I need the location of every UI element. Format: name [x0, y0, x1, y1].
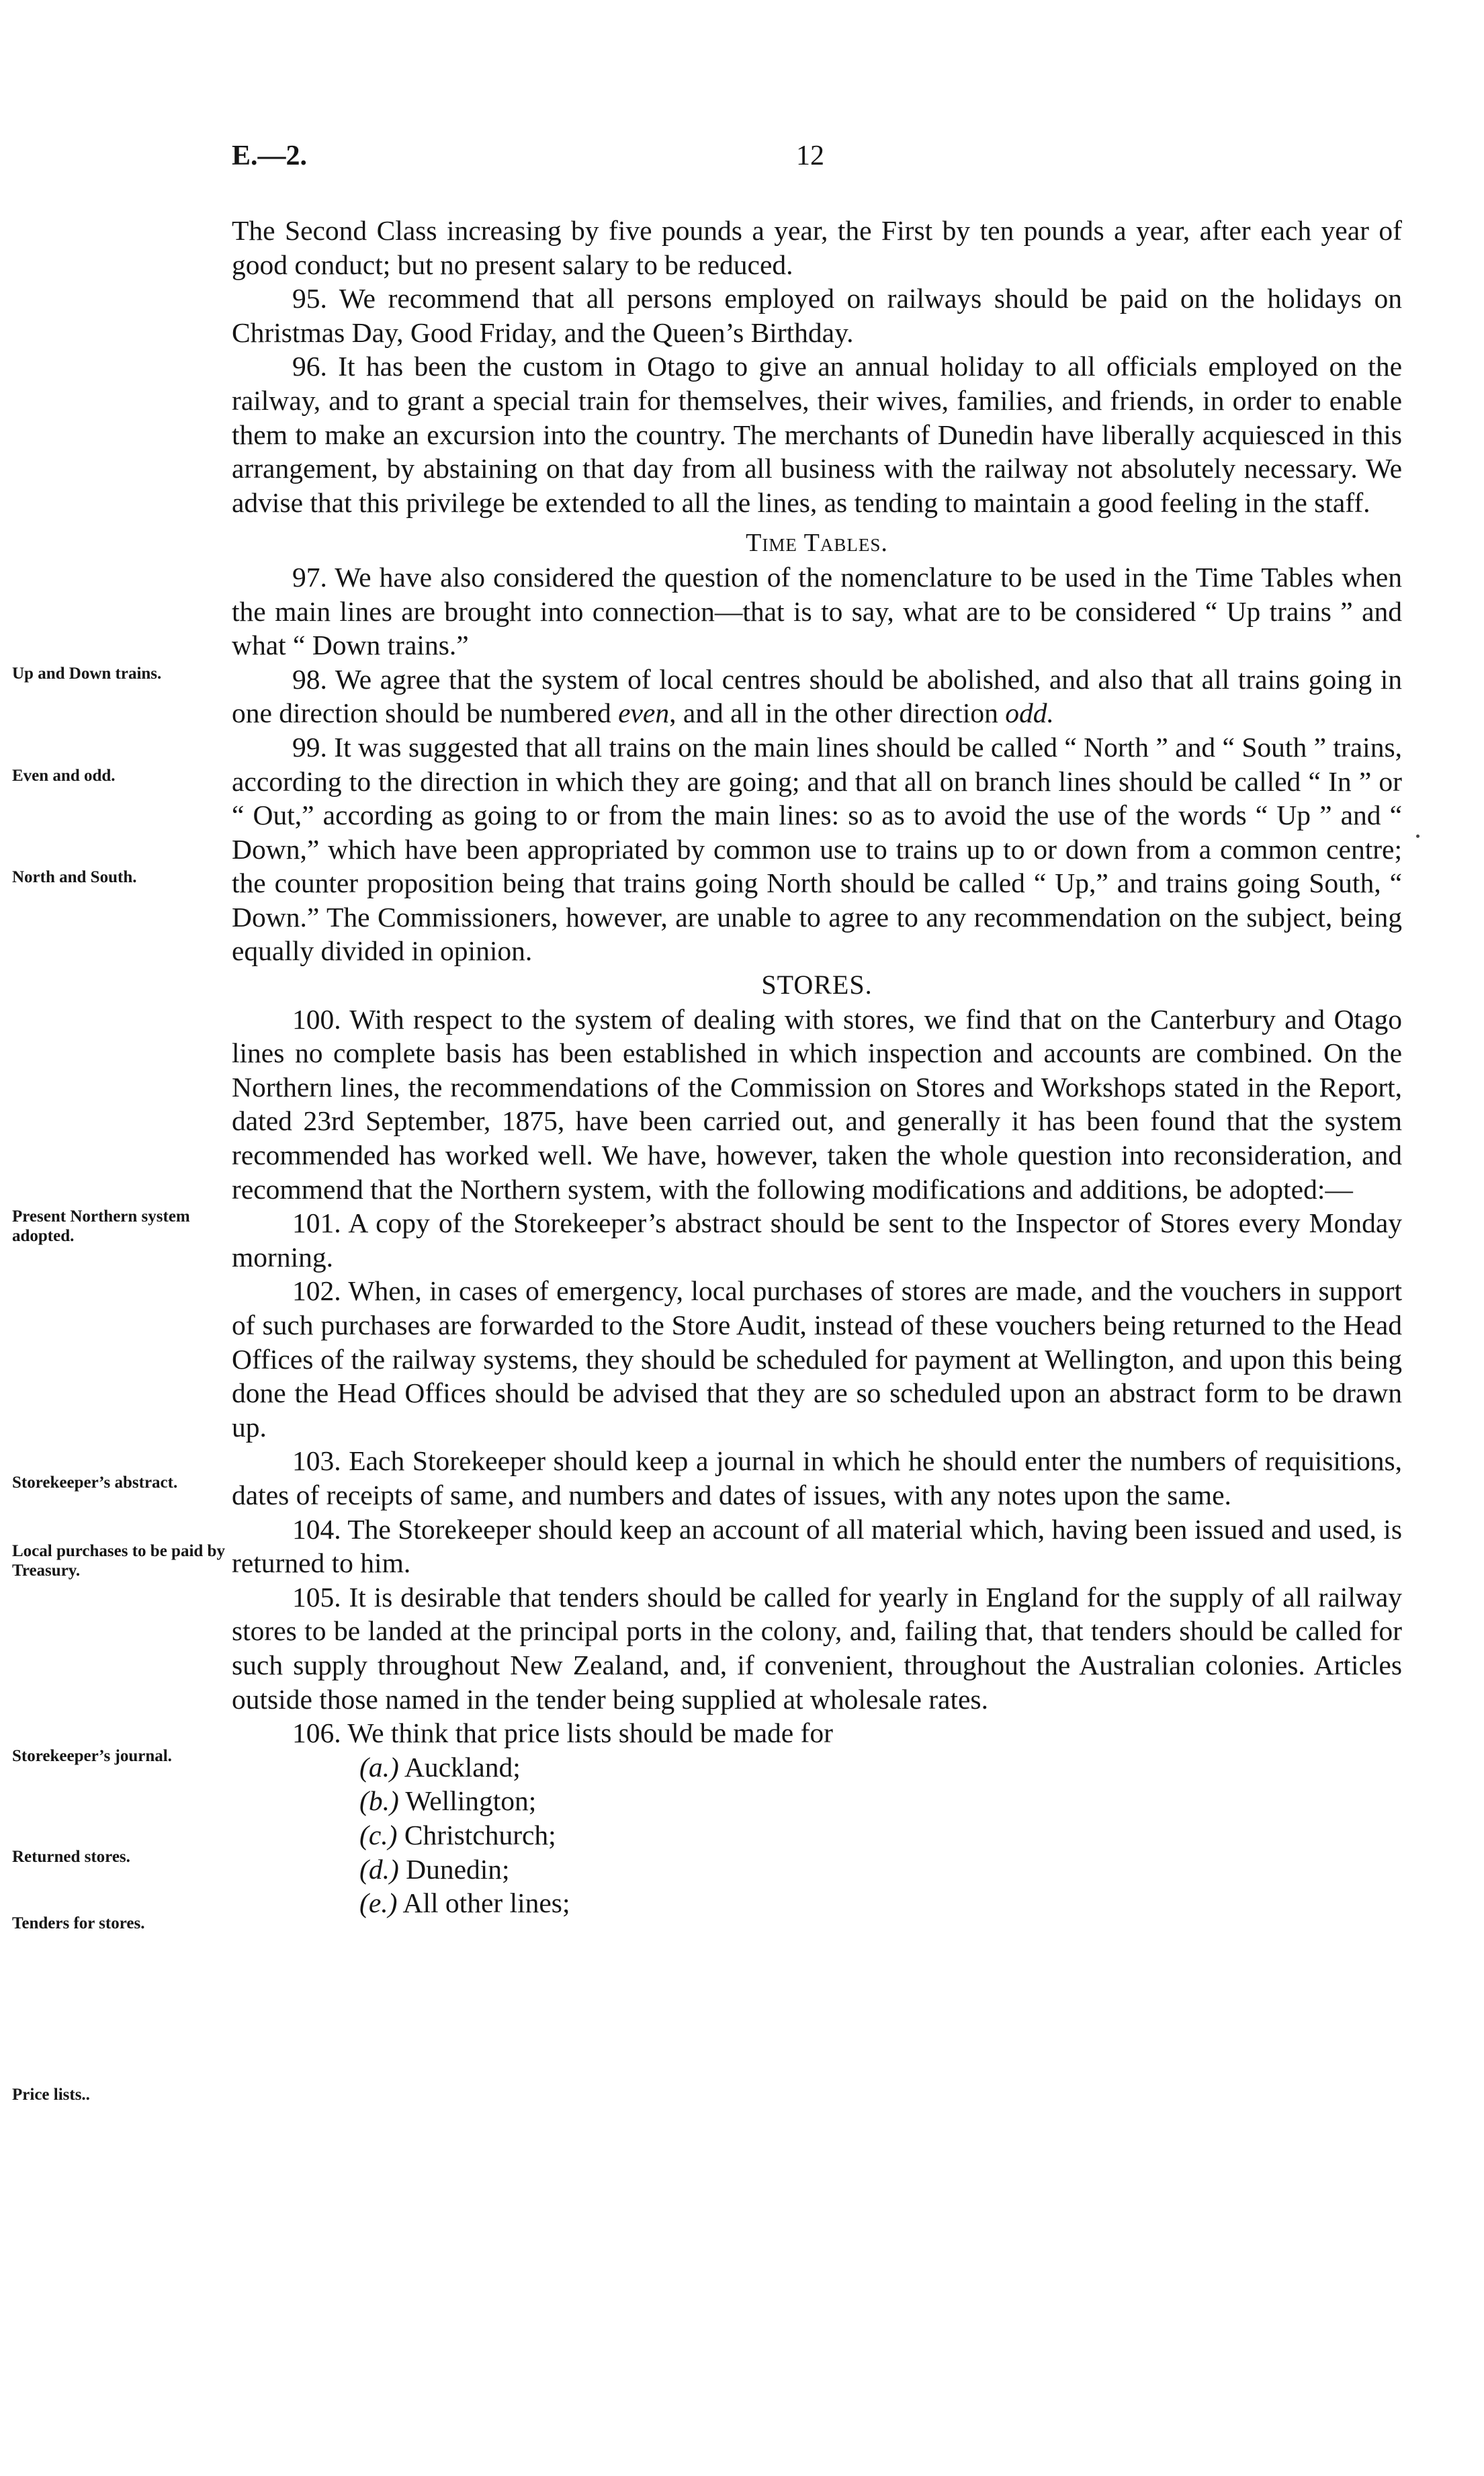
- margin-note-up-down-trains: Up and Down trains.: [12, 665, 162, 683]
- list-item-label: (d.): [359, 1853, 399, 1885]
- paragraph-104: 104. The Storekeeper should keep an account of all material which, having been issued and used, is returned to him.: [232, 1513, 1402, 1579]
- margin-note-north-south: North and South.: [12, 868, 137, 886]
- section-heading-stores: STORES.: [761, 970, 873, 1000]
- page-reference: E.—2.: [232, 140, 308, 171]
- paragraph-100: 100. With respect to the system of dealing with stores, we find that on the Canterbury and Otago lines no complete basis has been established in which inspection and accounts are combined. On the Northern lines, the recommendations of the Commission on Stores and Workshops stated in the Report, dated 23rd September, 1875, have been carried out, and generally it has been found that the system recommended has worked well. We have, however, taken the whole question into reconsideration, and recommend that the Northern system, with the following modifications and additions, be adopted:—: [232, 1003, 1402, 1205]
- margin-note-returned-stores: Returned stores.: [12, 1848, 130, 1866]
- page-header: [232, 140, 1407, 183]
- paragraph-105: 105. It is desirable that tenders should be called for yearly in England for the supply of all railway stores to be landed at the principal ports in the colony, and, failing that, that tenders should be called for such supply throughout New Zealand, and, if convenient, throughout the Australian colonies. Articles outside those named in the tender being supplied at wholesale rates.: [232, 1581, 1402, 1715]
- list-item-label: (e.): [359, 1887, 398, 1919]
- paragraph-continuation: The Second Class increasing by five pounds a year, the First by ten pounds a year, after each year of good conduct; but no present salary to be reduced.: [232, 215, 1402, 280]
- margin-note-storekeeper-abstract: Storekeeper’s abstract.: [12, 1474, 178, 1492]
- list-item-text: Wellington;: [405, 1785, 537, 1817]
- margin-note-northern-system: Present Northern system adopted.: [12, 1207, 190, 1245]
- list-item-text: Christchurch;: [404, 1819, 556, 1850]
- paragraph-98: [232, 663, 1402, 730]
- paragraph-98-text: 98. We agree that the system of local centres should be abolished, and also that all trains going in one direction should be numbered: [232, 663, 1402, 729]
- paragraph-98-odd: odd.: [1005, 697, 1054, 729]
- paragraph-96: 96. It has been the custom in Otago to give an annual holiday to all officials employed on the railway, and to grant a special train for themselves, their wives, families, and friends, in order to enable them to make an excursion into the country. The merchants of Dunedin have liberally acquiesced in this arrangement, by abstaining on that day from all business with the railway not absolutely necessary. We advise that this privilege be extended to all the lines, as tending to maintain a good feeling in the staff.: [232, 351, 1402, 518]
- list-item: [359, 1886, 1402, 1920]
- paragraph-99: 99. It was suggested that all trains on the main lines should be called “ North ” and “ South ” trains, according to the direction in which they are going; and that all on branch lines should be called “ In ” or “ Out,” according as going to or from the main lines: so as to avoid the use of the words “ Up ” and “ Down,” which have been appropriated by common use to trains up to or down from a common centre; the counter proposition being that trains going North should be called “ Up,” and trains going South, “ Down.” The Commissioners, however, are unable to agree to any recommendation on the subject, being equally divided in opinion.: [232, 731, 1402, 967]
- paragraph-101: 101. A copy of the Storekeeper’s abstract should be sent to the Inspector of Stores every Monday morning.: [232, 1207, 1402, 1273]
- list-item-label: (a.): [359, 1751, 399, 1783]
- paragraph-103: 103. Each Storekeeper should keep a journal in which he should enter the numbers of requisitions, dates of receipts of same, and numbers and dates of issues, with any notes upon the same.: [232, 1445, 1402, 1510]
- margin-note-price-lists: Price lists..: [12, 2086, 90, 2104]
- paragraph-98-even: even: [618, 697, 670, 729]
- page-number: 12: [796, 140, 824, 171]
- list-item-label: (c.): [359, 1819, 398, 1850]
- paragraph-95: 95. We recommend that all persons employed on railways should be paid on the holidays on Christmas Day, Good Friday, and the Queen’s Birthday.: [232, 283, 1402, 348]
- price-list: [232, 1750, 1402, 1920]
- margin-note-tenders: Tenders for stores.: [12, 1914, 145, 1932]
- print-speck: [1416, 835, 1420, 838]
- margin-note-storekeeper-journal: Storekeeper’s journal.: [12, 1747, 172, 1765]
- list-item: [359, 1750, 1402, 1785]
- margin-note-local-purchases: Local purchases to be paid by Treasury.: [12, 1542, 225, 1580]
- body-text: [232, 214, 1402, 1920]
- section-heading-time-tables: Time Tables.: [746, 529, 888, 558]
- list-item: [359, 1818, 1402, 1852]
- list-item-text: Auckland;: [404, 1751, 521, 1783]
- paragraph-97: 97. We have also considered the question of the nomenclature to be used in the Time Tables when the main lines are brought into connection—that is to say, what are to be considered “ Up trains ” and what “ Down trains.”: [232, 561, 1402, 661]
- paragraph-106: 106. We think that price lists should be made for: [292, 1717, 833, 1749]
- list-item: [359, 1852, 1402, 1887]
- list-item: [359, 1784, 1402, 1818]
- list-item-text: Dunedin;: [406, 1853, 510, 1885]
- margin-note-even-odd: Even and odd.: [12, 767, 116, 785]
- paragraph-102: 102. When, in cases of emergency, local purchases of stores are made, and the vouchers in support of such purchases are forwarded to the Store Audit, instead of these vouchers being returned to the Head Offices of the railway systems, they should be scheduled for payment at Wellington, and upon this being done the Head Offices should be advised that they are so scheduled upon an abstract form to be drawn up.: [232, 1275, 1402, 1443]
- list-item-label: (b.): [359, 1785, 399, 1817]
- paragraph-98-text-2: , and all in the other direction: [669, 697, 1006, 729]
- list-item-text: All other lines;: [402, 1887, 570, 1919]
